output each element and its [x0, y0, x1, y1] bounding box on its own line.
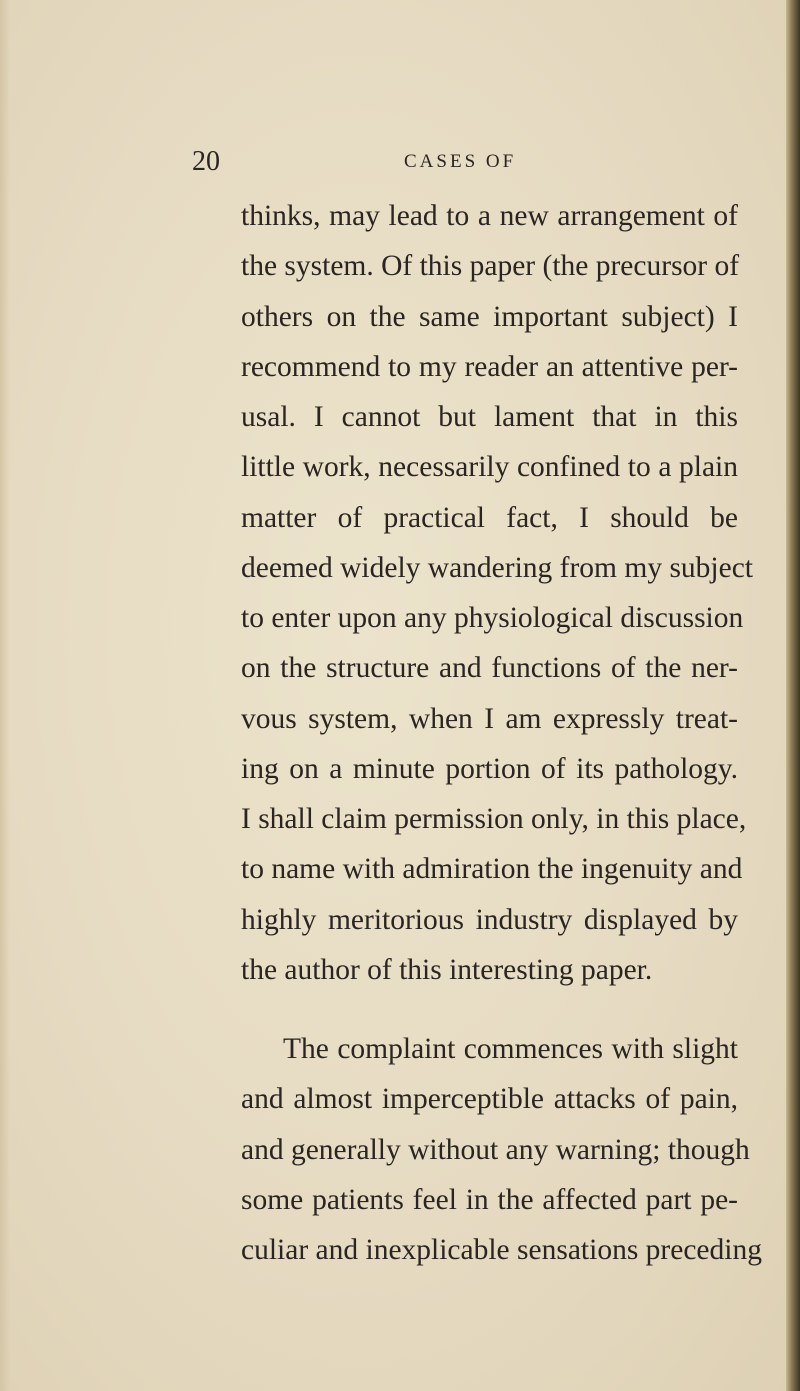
text-line: deemed widely wandering from my subject	[241, 552, 754, 584]
text-line: and generally without any warning; though	[241, 1134, 750, 1166]
text-line: thinks, may lead to a new arrangement of	[241, 200, 738, 232]
text-line: ing on a minute portion of its pathology.	[241, 753, 738, 785]
text-line: matter of practical fact, I should be	[241, 502, 738, 534]
text-line: to enter upon any physiological discussion	[241, 602, 744, 634]
text-line: others on the same important subject) I	[241, 301, 738, 333]
text-line: the system. Of this paper (the precursor of	[241, 250, 740, 282]
text-line: on the structure and functions of the ner-	[241, 652, 738, 684]
page-number: 20	[192, 146, 220, 177]
text-line: usal. I cannot but lament that in this	[241, 401, 738, 433]
running-head	[0, 146, 800, 186]
text-line: The complaint commences with slight	[283, 1033, 738, 1065]
page-gutter-shadow	[0, 0, 10, 1391]
text-line: I shall claim permission only, in this place,	[241, 803, 747, 835]
page-right-edge	[786, 0, 800, 1391]
text-line: little work, necessarily confined to a plain	[241, 451, 738, 483]
text-line: culiar and inexplicable sensations preceding	[241, 1234, 762, 1266]
text-line: highly meritorious industry displayed by	[241, 904, 738, 936]
text-line: vous system, when I am expressly treat-	[241, 703, 738, 735]
text-line: recommend to my reader an attentive per-	[241, 351, 738, 383]
text-line: and almost imperceptible attacks of pain,	[241, 1083, 738, 1115]
text-line: the author of this interesting paper.	[241, 954, 653, 986]
text-line: some patients feel in the affected part pe-	[241, 1184, 738, 1216]
text-line: to name with admiration the ingenuity and	[241, 853, 743, 885]
running-head-title: CASES OF	[404, 151, 517, 172]
